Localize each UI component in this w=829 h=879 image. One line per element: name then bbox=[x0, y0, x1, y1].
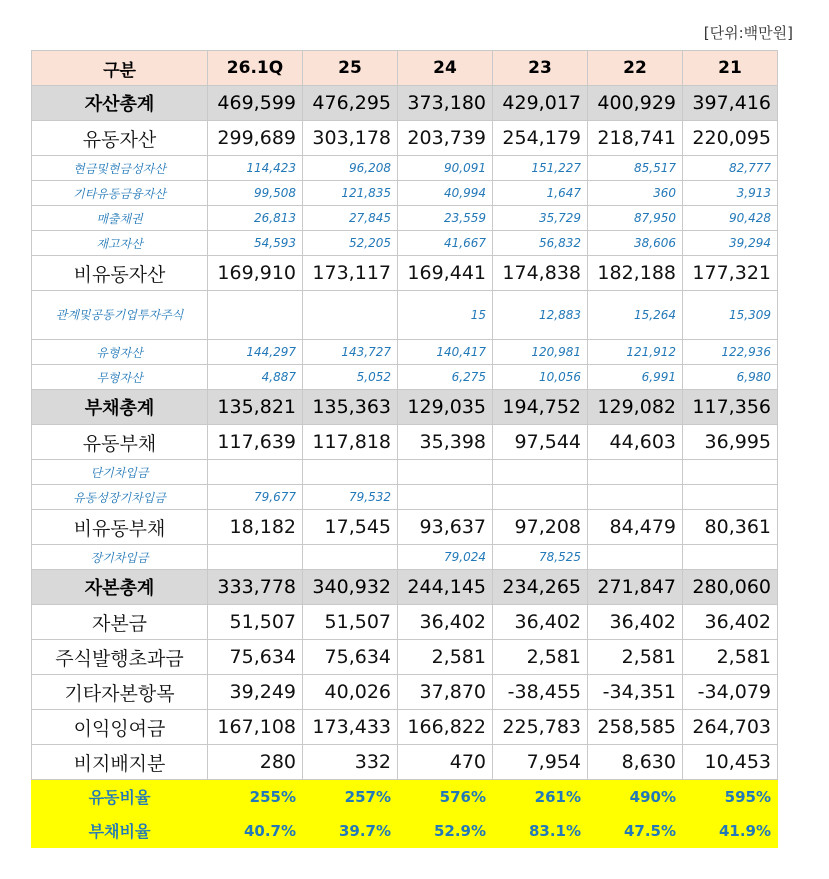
table-cell: 15 bbox=[398, 291, 493, 340]
table-cell: 469,599 bbox=[208, 86, 303, 121]
table-cell: 255% bbox=[208, 780, 303, 814]
table-cell: 303,178 bbox=[303, 121, 398, 156]
table-header-row bbox=[32, 51, 778, 86]
table-cell: 41.9% bbox=[683, 814, 778, 848]
table-row bbox=[32, 640, 778, 675]
table-row bbox=[32, 545, 778, 570]
table-cell: 90,428 bbox=[683, 206, 778, 231]
table-cell: 15,264 bbox=[588, 291, 683, 340]
table-cell: 36,995 bbox=[683, 425, 778, 460]
table-cell: 97,208 bbox=[493, 510, 588, 545]
table-cell: 51,507 bbox=[208, 605, 303, 640]
table-cell: 41,667 bbox=[398, 231, 493, 256]
table-cell: 135,821 bbox=[208, 390, 303, 425]
table-cell: 56,832 bbox=[493, 231, 588, 256]
table-cell: 120,981 bbox=[493, 340, 588, 365]
table-cell bbox=[303, 545, 398, 570]
table-cell: 47.5% bbox=[588, 814, 683, 848]
table-cell: 79,532 bbox=[303, 485, 398, 510]
row-label: 유동자산 bbox=[32, 121, 208, 156]
table-row bbox=[32, 510, 778, 545]
table-row bbox=[32, 425, 778, 460]
row-label: 재고자산 bbox=[32, 231, 208, 256]
table-cell bbox=[208, 460, 303, 485]
table-cell: 80,361 bbox=[683, 510, 778, 545]
table-row bbox=[32, 390, 778, 425]
table-cell: 151,227 bbox=[493, 156, 588, 181]
table-cell: 257% bbox=[303, 780, 398, 814]
table-cell bbox=[398, 485, 493, 510]
table-cell: 17,545 bbox=[303, 510, 398, 545]
table-cell: 15,309 bbox=[683, 291, 778, 340]
table-cell: 476,295 bbox=[303, 86, 398, 121]
table-cell: 3,913 bbox=[683, 181, 778, 206]
row-label: 자본총계 bbox=[32, 570, 208, 605]
table-cell: 44,603 bbox=[588, 425, 683, 460]
table-cell: 38,606 bbox=[588, 231, 683, 256]
row-label: 부채비율 bbox=[32, 814, 208, 848]
table-cell: 117,818 bbox=[303, 425, 398, 460]
table-cell: 470 bbox=[398, 745, 493, 780]
table-cell: 280,060 bbox=[683, 570, 778, 605]
row-label: 기타유동금융자산 bbox=[32, 181, 208, 206]
table-cell: 2,581 bbox=[588, 640, 683, 675]
table-cell: 36,402 bbox=[493, 605, 588, 640]
table-cell: 6,980 bbox=[683, 365, 778, 390]
table-cell: 7,954 bbox=[493, 745, 588, 780]
table-row bbox=[32, 710, 778, 745]
table-row bbox=[32, 814, 778, 848]
table-cell: 23,559 bbox=[398, 206, 493, 231]
table-cell: 1,647 bbox=[493, 181, 588, 206]
table-cell: 271,847 bbox=[588, 570, 683, 605]
table-cell: 254,179 bbox=[493, 121, 588, 156]
table-cell: 51,507 bbox=[303, 605, 398, 640]
row-label: 비지배지분 bbox=[32, 745, 208, 780]
row-label: 단기차입금 bbox=[32, 460, 208, 485]
table-cell: 82,777 bbox=[683, 156, 778, 181]
table-cell: 2,581 bbox=[493, 640, 588, 675]
row-label: 현금및현금성자산 bbox=[32, 156, 208, 181]
table-cell: 135,363 bbox=[303, 390, 398, 425]
table-cell: 129,082 bbox=[588, 390, 683, 425]
table-cell: 2,581 bbox=[398, 640, 493, 675]
table-cell: 10,056 bbox=[493, 365, 588, 390]
table-cell: 87,950 bbox=[588, 206, 683, 231]
table-cell bbox=[208, 291, 303, 340]
table-cell: 99,508 bbox=[208, 181, 303, 206]
table-row bbox=[32, 485, 778, 510]
table-cell: 97,544 bbox=[493, 425, 588, 460]
row-label: 비유동자산 bbox=[32, 256, 208, 291]
table-cell: 490% bbox=[588, 780, 683, 814]
table-cell: 340,932 bbox=[303, 570, 398, 605]
table-cell: 234,265 bbox=[493, 570, 588, 605]
table-cell bbox=[303, 291, 398, 340]
table-cell: 122,936 bbox=[683, 340, 778, 365]
table-row bbox=[32, 745, 778, 780]
table-cell: 332 bbox=[303, 745, 398, 780]
table-row bbox=[32, 570, 778, 605]
table-cell: 258,585 bbox=[588, 710, 683, 745]
table-cell: 75,634 bbox=[303, 640, 398, 675]
table-cell: 121,835 bbox=[303, 181, 398, 206]
table-cell: 5,052 bbox=[303, 365, 398, 390]
table-cell: 595% bbox=[683, 780, 778, 814]
table-cell: 114,423 bbox=[208, 156, 303, 181]
table-row bbox=[32, 291, 778, 340]
table-cell: 10,453 bbox=[683, 745, 778, 780]
table-cell: -34,079 bbox=[683, 675, 778, 710]
table-cell: 6,275 bbox=[398, 365, 493, 390]
row-label: 자본금 bbox=[32, 605, 208, 640]
table-cell: 84,479 bbox=[588, 510, 683, 545]
table-cell: 37,870 bbox=[398, 675, 493, 710]
table-cell bbox=[303, 460, 398, 485]
row-label: 관계및공동기업투자주식 bbox=[32, 291, 208, 340]
table-cell: 93,637 bbox=[398, 510, 493, 545]
table-cell: 4,887 bbox=[208, 365, 303, 390]
table-row bbox=[32, 605, 778, 640]
table-row bbox=[32, 86, 778, 121]
table-cell: 52.9% bbox=[398, 814, 493, 848]
table-cell: -34,351 bbox=[588, 675, 683, 710]
table-cell: 400,929 bbox=[588, 86, 683, 121]
table-cell: 576% bbox=[398, 780, 493, 814]
table-cell: 167,108 bbox=[208, 710, 303, 745]
table-cell: 121,912 bbox=[588, 340, 683, 365]
row-label: 비유동부채 bbox=[32, 510, 208, 545]
table-row bbox=[32, 675, 778, 710]
table-cell: 360 bbox=[588, 181, 683, 206]
table-row bbox=[32, 206, 778, 231]
table-cell: 299,689 bbox=[208, 121, 303, 156]
row-label: 유동부채 bbox=[32, 425, 208, 460]
table-cell: 129,035 bbox=[398, 390, 493, 425]
table-cell: 174,838 bbox=[493, 256, 588, 291]
table-cell: 79,677 bbox=[208, 485, 303, 510]
table-cell: 144,297 bbox=[208, 340, 303, 365]
table-cell: 96,208 bbox=[303, 156, 398, 181]
table-cell: 225,783 bbox=[493, 710, 588, 745]
table-cell bbox=[398, 460, 493, 485]
table-cell: 166,822 bbox=[398, 710, 493, 745]
row-label: 기타자본항목 bbox=[32, 675, 208, 710]
table-row bbox=[32, 340, 778, 365]
table-row bbox=[32, 365, 778, 390]
table-cell: 244,145 bbox=[398, 570, 493, 605]
table-cell: 12,883 bbox=[493, 291, 588, 340]
table-cell: 203,739 bbox=[398, 121, 493, 156]
table-cell: 169,910 bbox=[208, 256, 303, 291]
table-row bbox=[32, 780, 778, 814]
header-cell-period: 26.1Q bbox=[208, 51, 303, 86]
table-cell: 194,752 bbox=[493, 390, 588, 425]
row-label: 장기차입금 bbox=[32, 545, 208, 570]
table-cell: 90,091 bbox=[398, 156, 493, 181]
table-cell: 177,321 bbox=[683, 256, 778, 291]
table-cell bbox=[588, 545, 683, 570]
row-label: 유형자산 bbox=[32, 340, 208, 365]
table-cell: 40.7% bbox=[208, 814, 303, 848]
table-row bbox=[32, 156, 778, 181]
table-cell: 83.1% bbox=[493, 814, 588, 848]
table-cell: 261% bbox=[493, 780, 588, 814]
table-cell: 35,729 bbox=[493, 206, 588, 231]
header-cell-period: 25 bbox=[303, 51, 398, 86]
table-cell: 333,778 bbox=[208, 570, 303, 605]
table-cell: 39,294 bbox=[683, 231, 778, 256]
table-cell: 8,630 bbox=[588, 745, 683, 780]
table-cell: 397,416 bbox=[683, 86, 778, 121]
row-label: 이익잉여금 bbox=[32, 710, 208, 745]
table-cell: 78,525 bbox=[493, 545, 588, 570]
table-cell bbox=[588, 460, 683, 485]
header-cell-period: 23 bbox=[493, 51, 588, 86]
table-cell: 36,402 bbox=[398, 605, 493, 640]
table-cell: 173,117 bbox=[303, 256, 398, 291]
table-cell: 373,180 bbox=[398, 86, 493, 121]
table-cell bbox=[683, 460, 778, 485]
table-cell: 18,182 bbox=[208, 510, 303, 545]
header-cell-period: 21 bbox=[683, 51, 778, 86]
table-cell: 143,727 bbox=[303, 340, 398, 365]
row-label: 유동비율 bbox=[32, 780, 208, 814]
header-cell-period: 24 bbox=[398, 51, 493, 86]
table-cell bbox=[588, 485, 683, 510]
table-cell: 173,433 bbox=[303, 710, 398, 745]
table-row bbox=[32, 181, 778, 206]
table-cell: 117,639 bbox=[208, 425, 303, 460]
row-label: 유동성장기차입금 bbox=[32, 485, 208, 510]
table-cell bbox=[208, 545, 303, 570]
table-cell: 140,417 bbox=[398, 340, 493, 365]
financial-table bbox=[31, 50, 778, 848]
table-cell: 36,402 bbox=[683, 605, 778, 640]
table-cell: 26,813 bbox=[208, 206, 303, 231]
table-cell: 35,398 bbox=[398, 425, 493, 460]
table-cell: 117,356 bbox=[683, 390, 778, 425]
table-cell: 39.7% bbox=[303, 814, 398, 848]
table-cell: 52,205 bbox=[303, 231, 398, 256]
table-cell: 54,593 bbox=[208, 231, 303, 256]
table-cell: 40,026 bbox=[303, 675, 398, 710]
header-cell-period: 22 bbox=[588, 51, 683, 86]
table-cell: 39,249 bbox=[208, 675, 303, 710]
table-cell: 182,188 bbox=[588, 256, 683, 291]
table-row bbox=[32, 460, 778, 485]
table-row bbox=[32, 256, 778, 291]
table-cell bbox=[683, 485, 778, 510]
row-label: 부채총계 bbox=[32, 390, 208, 425]
table-cell: 27,845 bbox=[303, 206, 398, 231]
row-label: 주식발행초과금 bbox=[32, 640, 208, 675]
table-cell bbox=[493, 460, 588, 485]
table-cell: -38,455 bbox=[493, 675, 588, 710]
table-row bbox=[32, 231, 778, 256]
table-cell: 36,402 bbox=[588, 605, 683, 640]
table-cell: 85,517 bbox=[588, 156, 683, 181]
table-cell: 79,024 bbox=[398, 545, 493, 570]
row-label: 무형자산 bbox=[32, 365, 208, 390]
table-cell: 2,581 bbox=[683, 640, 778, 675]
row-label: 자산총계 bbox=[32, 86, 208, 121]
table-cell bbox=[683, 545, 778, 570]
table-row bbox=[32, 121, 778, 156]
table-cell bbox=[493, 485, 588, 510]
row-label: 매출채권 bbox=[32, 206, 208, 231]
table-cell: 429,017 bbox=[493, 86, 588, 121]
header-cell-category: 구분 bbox=[32, 51, 208, 86]
table-cell: 264,703 bbox=[683, 710, 778, 745]
table-cell: 220,095 bbox=[683, 121, 778, 156]
table-cell: 169,441 bbox=[398, 256, 493, 291]
table-cell: 280 bbox=[208, 745, 303, 780]
table-cell: 75,634 bbox=[208, 640, 303, 675]
table-cell: 6,991 bbox=[588, 365, 683, 390]
table-cell: 218,741 bbox=[588, 121, 683, 156]
table-cell: 40,994 bbox=[398, 181, 493, 206]
unit-label: [단위:백만원] bbox=[703, 24, 793, 42]
